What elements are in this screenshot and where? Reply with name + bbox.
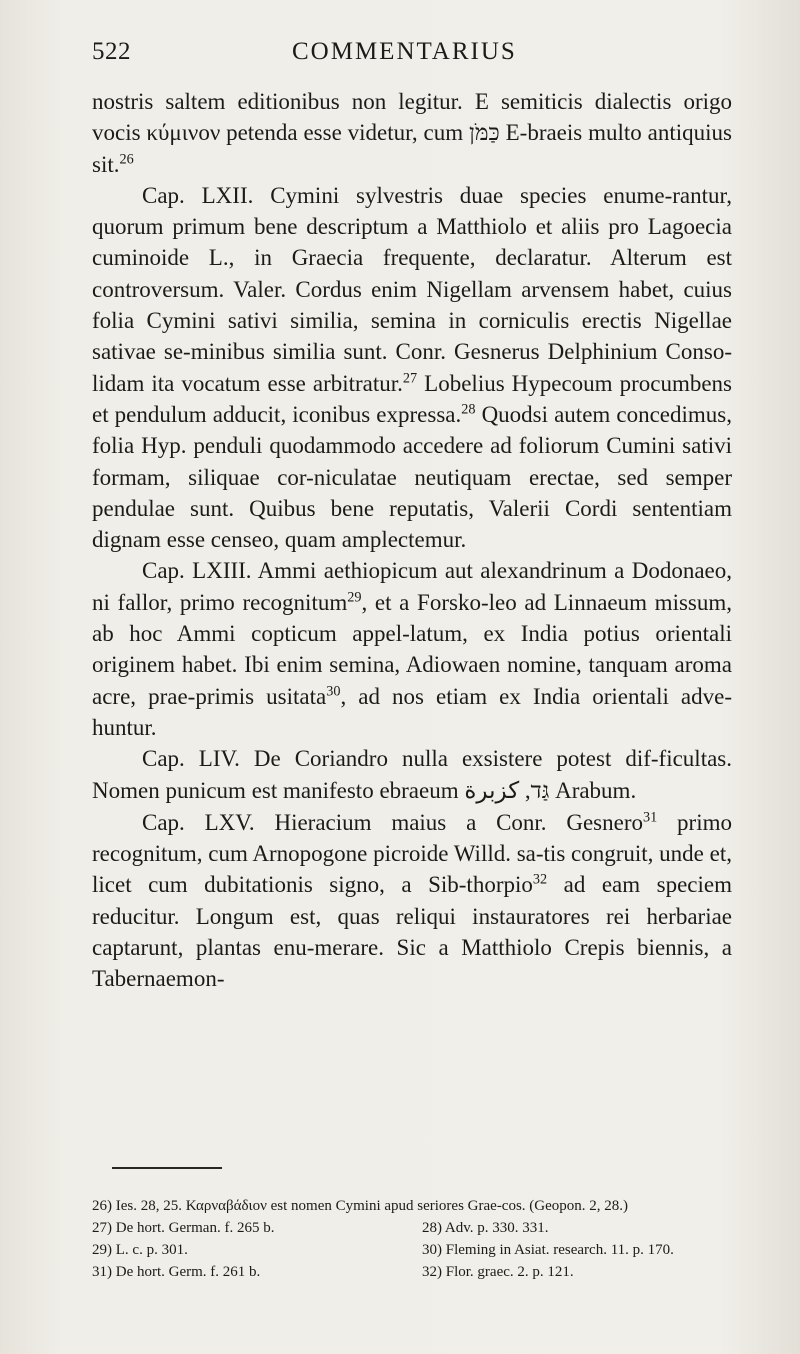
- cap-65-text-b: primo recognitum, cum Arnopogone picroide Willd. sa-tis congruit, unde et, licet cum dubitationis signo, a Sib-thorpio: [92, 809, 732, 898]
- paragraph-cap-63: [92, 555, 732, 743]
- page-header: [92, 38, 730, 72]
- body-text: [92, 86, 732, 995]
- paragraph-cap-62: [92, 180, 732, 556]
- footnote-30: 30) Fleming in Asiat. research. 11. p. 170.: [422, 1242, 674, 1258]
- cap-54-text-a: Cap. LIV. De Coriandro nulla exsistere potest dif-ficultas. Nomen punicum est manifesto ebraeum גַּד,: [92, 746, 732, 803]
- footnote-29: 29) L. c. p. 301.: [92, 1242, 188, 1258]
- note-ref-31: 31: [643, 809, 658, 826]
- paragraph-1-text: nostris saltem editionibus non legitur. E semiticis dialectis origo vocis κύμινον petenda esse videtur, cum כַּמֹּן E-braeis multo antiquius sit.: [92, 89, 732, 177]
- cap-62-text-b: Lobelius Hypecoum procumbens et pendulum adducit, iconibus expressa.: [92, 370, 732, 427]
- footnote-26: 26) Ies. 28, 25. Καρναβάδιον est nomen Cymini apud seriores Grae-cos. (Geopon. 2, 28.): [92, 1198, 629, 1214]
- paragraph-cap-54: [92, 743, 732, 807]
- arabic-word: كزبرة: [464, 777, 520, 804]
- cap-63-text-c: , ad nos etiam ex India orientali adve-huntur.: [92, 683, 732, 740]
- cap-54-text-b: Arabum.: [549, 777, 637, 803]
- footnote-row-27-28: [92, 1217, 732, 1239]
- footnote-32: 32) Flor. graec. 2. p. 121.: [422, 1264, 574, 1280]
- running-head: COMMENTARIUS: [292, 38, 517, 65]
- cap-62-text-a: Cap. LXII. Cymini sylvestris duae species enume-rantur, quorum primum bene descriptum a Matthiolo et aliis pro Lagoecia cuminoide L., in Graecia frequente, declaratur. Alterum est controversum. Valer. Cordus enim Nigellam arvensem habet, cuius folia Cymini sativi similia, semina in corniculis erectis Nigellae sativae se-minibus similia sunt. Conr. Gesnerus Delphinium Conso-lidam ita vocatum esse arbitratur.: [92, 182, 732, 396]
- page-number: 522: [92, 38, 131, 65]
- cap-65-text-a: Cap. LXV. Hieracium maius a Conr. Gesnero: [142, 809, 643, 835]
- note-ref-29: 29: [347, 589, 362, 606]
- cap-65-text-c: ad eam speciem reducitur. Longum est, quas reliqui instauratores rei herbariae captarunt, plantas enu-merare. Sic a Matthiolo Crepis biennis, a Tabernaemon-: [92, 872, 732, 992]
- footnote-divider: [112, 1167, 222, 1169]
- cap-63-text-a: Cap. LXIII. Ammi aethiopicum aut alexandrinum a Dodonaeo, ni fallor, primo recognitum: [92, 558, 732, 615]
- note-ref-28: 28: [461, 401, 476, 418]
- footnote-31: 31) De hort. Germ. f. 261 b.: [92, 1264, 261, 1280]
- paragraph-1: [92, 86, 732, 180]
- cap-63-text-b: , et a Forsko-leo ad Linnaeum missum, ab hoc Ammi copticum appel-latum, ex India potius orientali originem habet. Ibi enim semina, Adiowaen nomine, tanquam aroma acre, prae-primis usitata: [92, 589, 732, 709]
- note-ref-30: 30: [326, 682, 341, 699]
- note-ref-26: 26: [119, 150, 134, 167]
- footnote-row-31-32: [92, 1261, 732, 1283]
- footnotes: [92, 1195, 732, 1283]
- cap-62-text-c: Quodsi autem concedimus, folia Hyp. penduli quodammodo accedere ad foliorum Cumini sativi formam, siliquae cor-niculatae neutiquam erectae, sed semper pendulae sunt. Quibus bene reputatis, Valerii Cordi sententiam dignam esse censeo, quam amplectemur.: [92, 401, 732, 553]
- note-ref-27: 27: [402, 370, 418, 387]
- note-ref-32: 32: [532, 871, 548, 888]
- footnote-row-29-30: [92, 1239, 732, 1261]
- footnote-27: 27) De hort. German. f. 265 b.: [92, 1220, 275, 1236]
- paragraph-cap-65: [92, 807, 732, 995]
- footnote-28: 28) Adv. p. 330. 331.: [422, 1220, 549, 1236]
